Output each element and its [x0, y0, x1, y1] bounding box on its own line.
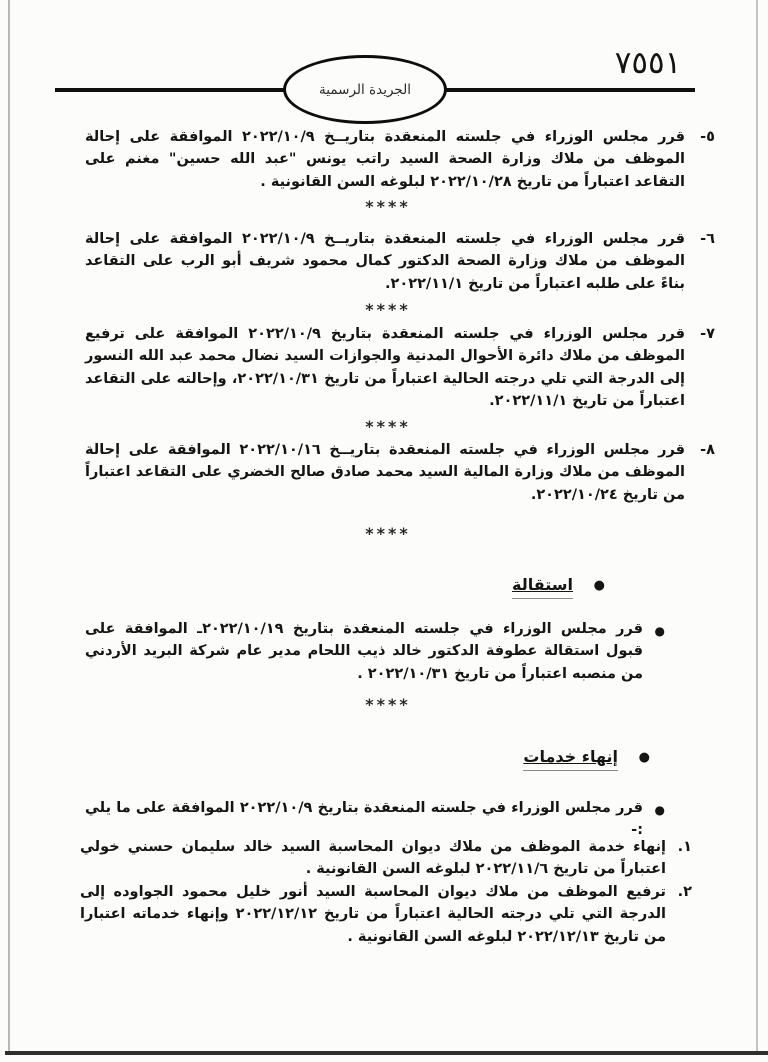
- decision-number: ٧-: [700, 326, 715, 342]
- decision-item-6: [85, 228, 715, 295]
- section-resignation-header: [512, 574, 605, 599]
- decision-item-5: [85, 126, 715, 193]
- decision-number: ٥-: [700, 129, 715, 145]
- section-termination-header: [523, 746, 650, 771]
- decision-text: قرر مجلس الوزراء في جلسته المنعقدة بتاريــخ ٢٠٢٢/١٠/٩ الموافقة على إحالة الموظف من ملاك وزارة الصحة السيد راتب يونس "عبد الله حسين" مغنم على التقاعد اعتباراً من تاريخ ٢٠٢٢/١٠/٢٨ لبلوغه السن القانونية .: [85, 129, 685, 190]
- decision-item-8: [85, 439, 715, 506]
- page-border-bottom: [5, 1051, 768, 1055]
- decision-text: قرر مجلس الوزراء في جلسته المنعقدة بتاريخ ٢٠٢٢/١٠/٩ الموافقة على ترفيع الموظف من ملاك دائرة الأحوال المدنية والجوازات السيد نضال محمد عبد الله النسور إلى الدرجة التي تلي درجته الحالية اعتباراً من تاريخ ٢٠٢٢/١٠/٣١، وإحالته على التقاعد اعتباراً من تاريخ ٢٠٢٢/١١/١.: [85, 326, 685, 410]
- item-number: ٢.: [677, 883, 692, 900]
- resignation-text: قرر مجلس الوزراء في جلسته المنعقدة بتاريخ ٢٠٢٢/١٠/١٩ـ الموافقة على قبول استقالة عطوفة الدكتور خالد ذيب اللحام مدير عام شركة البريد الأردني من منصبه اعتباراً من تاريخ ٢٠٢٢/١٠/٣١ .: [85, 621, 644, 682]
- star-separator: ****: [365, 300, 411, 319]
- item-text: ترفيع الموظف من ملاك ديوان المحاسبة السيد أنور خليل محمود الجواوده إلى الدرجة التي تلي درجته الحالية اعتباراً من تاريخ ٢٠٢٢/١٢/١٢ وإنهاء خدماته اعتبارا من تاريخ ٢٠٢٢/١٢/١٣ لبلوغه السن القانونية .: [80, 883, 667, 945]
- star-separator: ****: [365, 417, 411, 436]
- termination-list: [80, 836, 692, 948]
- bullet-icon: ●: [654, 624, 665, 638]
- bullet-icon: ●: [638, 750, 650, 765]
- section-title-resignation: استقالة: [512, 574, 573, 599]
- termination-item: [80, 881, 692, 948]
- item-number: ١.: [677, 839, 692, 855]
- termination-intro-text: قرر مجلس الوزراء في جلسته المنعقدة بتاريخ ٢٠٢٢/١٠/٩ الموافقة على ما يلي :-: [85, 800, 643, 839]
- bullet-icon: ●: [654, 803, 665, 817]
- termination-item: [80, 836, 692, 881]
- decision-item-7: [85, 323, 715, 413]
- item-text: إنهاء خدمة الموظف من ملاك ديوان المحاسبة السيد خالد سليمان حسني خولي اعتباراً من تاريخ ٢٠٢٢/١١/٦ لبلوغه السن القانونية .: [80, 839, 666, 878]
- gazette-seal: [283, 55, 447, 124]
- page-number: ٧٥٥١: [614, 45, 682, 81]
- gazette-title: الجريدة الرسمية: [319, 81, 411, 98]
- bullet-icon: ●: [593, 578, 605, 593]
- decision-number: ٦-: [700, 231, 715, 247]
- decision-number: ٨-: [700, 442, 715, 458]
- page-border-left: [8, 0, 10, 1053]
- section-title-termination: إنهاء خدمات: [523, 746, 618, 771]
- star-separator: ****: [365, 197, 411, 216]
- resignation-paragraph: [85, 618, 665, 685]
- star-separator: ****: [365, 524, 411, 543]
- page-border-right: [756, 0, 758, 1053]
- decision-text: قرر مجلس الوزراء في جلسته المنعقدة بتاريــخ ٢٠٢٢/١٠/١٦ الموافقة على إحالة الموظف من ملاك وزارة المالية السيد محمد صادق صالح الخضري على التقاعد اعتباراً من تاريخ ٢٠٢٢/١٠/٢٤.: [85, 442, 685, 503]
- decision-text: قرر مجلس الوزراء في جلسته المنعقدة بتاريــخ ٢٠٢٢/١٠/٩ الموافقة على إحالة الموظف من ملاك وزارة الصحة الدكتور كمال محمود شريف أبو الرب على التقاعد بناءً على طلبه اعتباراً من تاريخ ٢٠٢٢/١١/١.: [85, 231, 685, 292]
- star-separator: ****: [365, 695, 411, 714]
